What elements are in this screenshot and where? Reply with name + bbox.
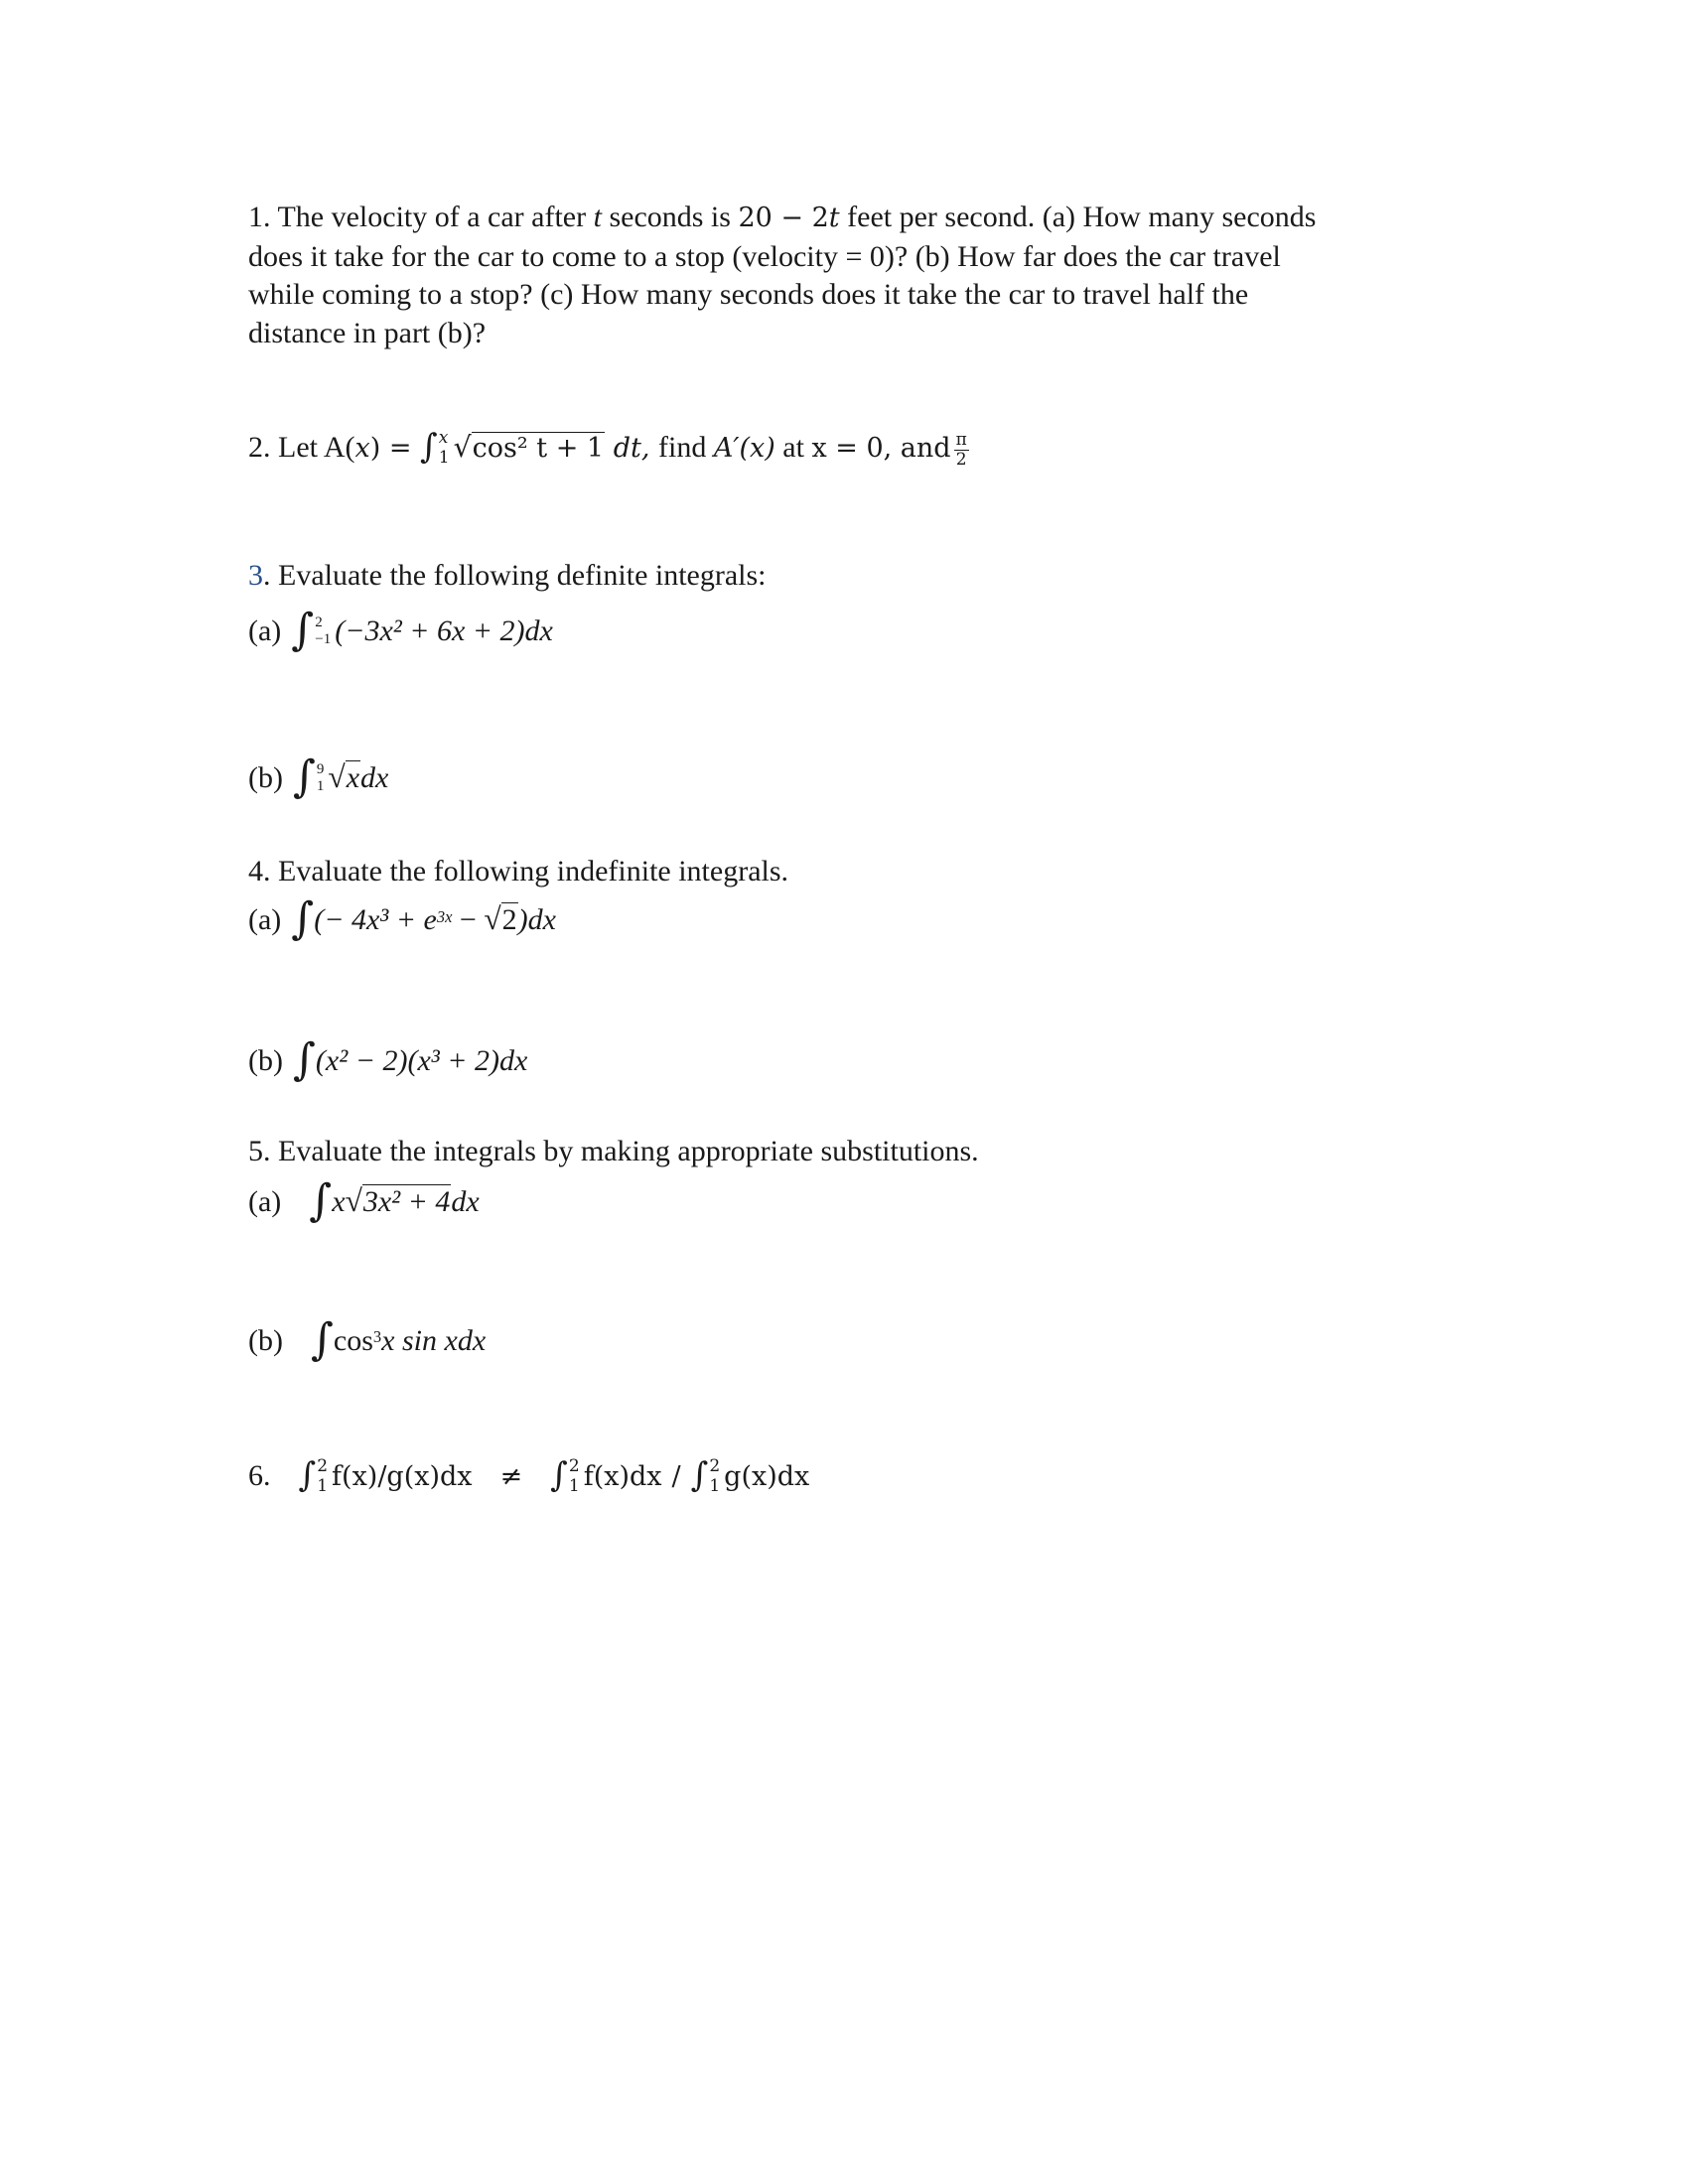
integral-limits: 2 −1 (315, 614, 332, 647)
question-4a: (a) ∫(− $4x^3 + e^{3x} - √2)dx$ (248, 893, 556, 945)
integral-sign: ∫ (292, 1034, 316, 1085)
question-1-line-3: while coming to a stop? (c) How many seconds does it take the car to travel half the (248, 278, 1249, 311)
question-1-line-1: 1. The velocity of a car after t seconds is 20 − 2t feet per second. (a) How many seconds (248, 201, 1317, 233)
integral-limits: 2 1 (709, 1456, 721, 1497)
question-6: 6. ∫ 2 1 f(x)/g(x)dx ≠ ∫ 2 1 f(x)dx / ∫ 2 1 g(x)dx (248, 1455, 810, 1497)
integral-sign: ∫ (550, 1455, 568, 1496)
question-5b: (b) $\int\cos^3x$ sin xdx (248, 1314, 487, 1365)
integral-limits: 2 1 (317, 1456, 329, 1497)
radical-sign-icon: √ (328, 759, 346, 794)
integral-limits: 2 1 (568, 1456, 580, 1497)
pi-over-two-fraction: $\frac{\pi}{2}$ (955, 429, 967, 470)
question-4b: (b) ∫(x² − 2)(x³ + 2)dx (248, 1034, 528, 1085)
integral-sign: ∫ (292, 751, 316, 803)
question-1 (248, 199, 1450, 352)
radical-sign-icon: √ (453, 431, 472, 464)
question-3-title: 3. Evaluate the following definite integrals: (248, 559, 767, 592)
radical-sign-icon: √ (484, 901, 501, 936)
integral-sign: ∫ (291, 605, 315, 655)
integral-sign: ∫ (310, 1314, 334, 1365)
square-root: √3x² + 4 (345, 1183, 451, 1218)
question-1-line-4: distance in part (b)? (248, 316, 487, 349)
integral-sign: ∫ (690, 1455, 709, 1496)
integral-limits: 9 1 (316, 761, 325, 795)
question-3b: (b) ∫ 9 1 √xdx (248, 751, 389, 803)
integral-limits: x 1 (438, 428, 450, 469)
question-3a: (a) ∫ 2 −1 (−3x² + 6x + 2)dx (248, 605, 553, 655)
square-root: √cos² t + 1 (453, 431, 605, 464)
integral-sign: ∫ (309, 1175, 333, 1227)
square-root: √x (328, 759, 360, 794)
integral-sign: ∫ (291, 893, 315, 945)
question-2: 2. Let A(x) = ∫ x 1 √cos² t + 1 dt, find A′(x) at x = 0, and $\frac{\pi}{2}$ (248, 427, 967, 470)
radical-sign-icon: √ (345, 1183, 362, 1218)
question-5-title: 5. Evaluate the integrals by making appropriate substitutions. (248, 1135, 979, 1167)
question-4-title: 4. Evaluate the following indefinite integrals. (248, 855, 789, 887)
question-1-line-2: does it take for the car to come to a stop (velocity = 0)? (b) How far does the car travel (248, 239, 1281, 273)
integral-sign: ∫ (420, 427, 438, 468)
question-5a: (a) ∫x√3x² + 4dx (248, 1175, 480, 1227)
square-root: √2 (484, 901, 517, 936)
integral-sign: ∫ (298, 1455, 317, 1496)
